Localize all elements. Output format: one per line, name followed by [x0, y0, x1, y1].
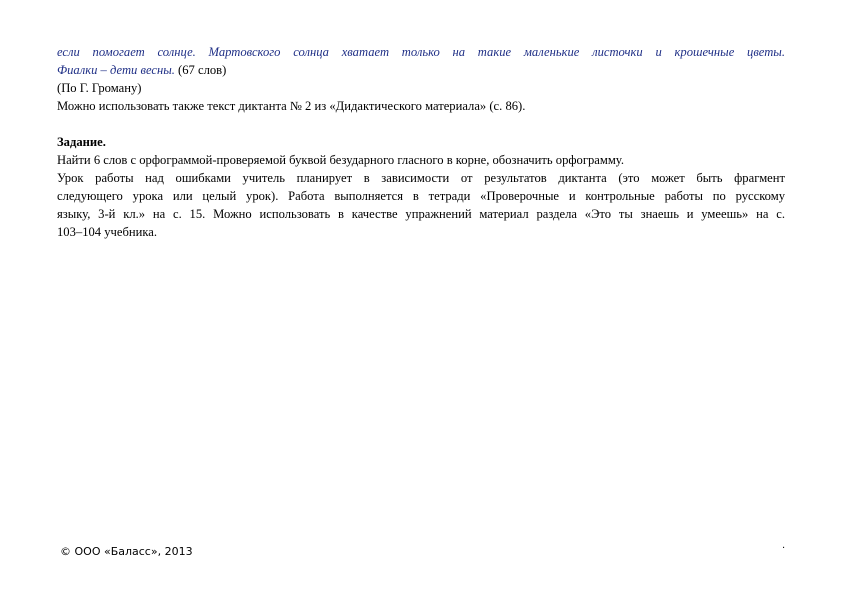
- copyright-footer: © ООО «Баласс», 2013: [60, 545, 193, 558]
- alternative-text-note: Можно использовать также текст диктанта № 2 из «Дидактического материала» (с. 86).: [57, 99, 526, 113]
- dictation-text-end: [57, 61, 785, 79]
- dictation-text-italic: Фиалки – дети весны.: [57, 63, 175, 77]
- lesson-paragraph-line: 103–104 учебника.: [57, 225, 157, 239]
- lesson-paragraph-line: Урок работы над ошибками учитель планирует в зависимости от результатов диктанта (это может быть фрагмент: [57, 171, 785, 185]
- lesson-paragraph-line: языку, 3-й кл.» на с. 15. Можно использовать в качестве упражнений материал раздела «Это ты знаешь и умеешь» на с.: [57, 207, 785, 221]
- page-mark: .: [782, 540, 786, 551]
- task-heading: Задание.: [57, 135, 106, 149]
- task-instruction: Найти 6 слов с орфограммой-проверяемой буквой безударного гласного в корне, обозначить орфограмму.: [57, 153, 624, 167]
- word-count: (67 слов): [174, 63, 227, 77]
- lesson-paragraph-line: следующего урока или целый урок). Работа выполняется в тетради «Проверочные и контрольные работы по русскому: [57, 189, 785, 203]
- document-body: [57, 43, 785, 241]
- spacer: [57, 115, 785, 133]
- dictation-text-line: если помогает солнце. Мартовского солнца хватает только на такие маленькие листочки и крошечные цветы.: [57, 45, 785, 59]
- author-attribution: (По Г. Громану): [57, 81, 142, 95]
